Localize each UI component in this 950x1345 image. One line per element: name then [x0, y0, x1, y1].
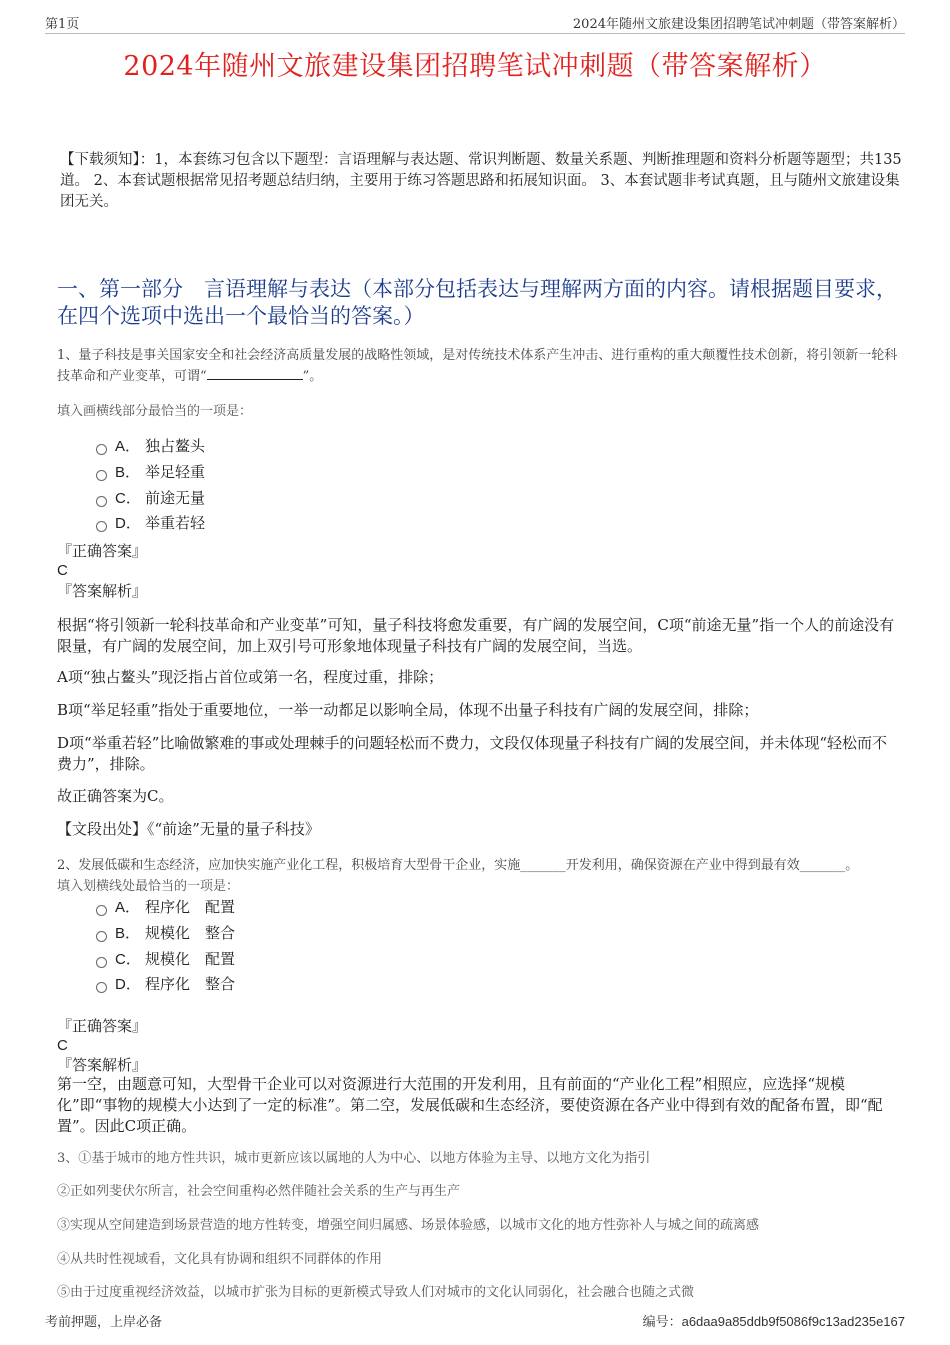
- q3-item: ④从共时性视域看，文化具有协调和组织不同群体的作用: [57, 1252, 383, 1267]
- radio-icon[interactable]: [96, 470, 107, 481]
- option-key: A．: [115, 438, 141, 455]
- footer-slogan: 考前押题，上岸必备: [45, 1315, 163, 1330]
- option-key: D．: [115, 976, 141, 993]
- q1-option-c[interactable]: [96, 488, 205, 508]
- option-key: C．: [115, 490, 141, 507]
- q1-analysis-para: A项“独占鳌头”现泛指占首位或第一名，程度过重，排除；: [57, 668, 444, 686]
- page-header: [45, 13, 905, 34]
- option-text: 举重若轻: [145, 514, 206, 532]
- q2-option-a[interactable]: [96, 897, 235, 917]
- question-1-stem: [57, 345, 902, 387]
- q2-option-d[interactable]: [96, 974, 235, 994]
- q2-analysis-label: 『答案解析』: [57, 1056, 148, 1074]
- option-key: A．: [115, 899, 141, 916]
- q1-answer: C: [57, 562, 68, 579]
- option-text: 程序化 整合: [145, 975, 236, 993]
- section-heading: 一、第一部分 言语理解与表达（本部分包括表达与理解两方面的内容。请根据题目要求，在四个选项中选出一个最恰当的答案。）: [57, 277, 897, 328]
- q3-item: ②正如列斐伏尔所言，社会空间重构必然伴随社会关系的生产与再生产: [57, 1184, 461, 1199]
- q2-answer: C: [57, 1037, 68, 1054]
- q3-item: ③实现从空间建造到场景营造的地方性转变，增强空间归属感、场景体验感，以城市文化的地方性弥补人与城之间的疏离感: [57, 1218, 760, 1233]
- q1-option-a[interactable]: [96, 436, 205, 456]
- option-key: B．: [115, 464, 141, 481]
- q1-analysis-para: D项“举重若轻”比喻做繁难的事或处理棘手的问题轻松而不费力，文段仅体现量子科技有广阔的发展空间，并未体现“轻松而不费力”，排除。: [57, 734, 888, 773]
- radio-icon[interactable]: [96, 905, 107, 916]
- q1-analysis-para: B项“举足轻重”指处于重要地位，一举一动都足以影响全局，体现不出量子科技有广阔的发展空间，排除；: [57, 701, 759, 719]
- document-title: 2024年随州文旅建设集团招聘笔试冲刺题（带答案解析）: [123, 51, 827, 82]
- q2-option-b[interactable]: [96, 923, 235, 943]
- q1-analysis-label: 『答案解析』: [57, 582, 148, 600]
- option-text: 规模化 整合: [145, 924, 236, 942]
- question-1-stem-end: ”。: [302, 369, 323, 384]
- radio-icon[interactable]: [96, 982, 107, 993]
- q1-analysis-para: 根据“将引领新一轮科技革命和产业变革”可知，量子科技将愈发重要，有广阔的发展空间，C项“前途无量”指一个人的前途没有限量，有广阔的发展空间，加上双引号可形象地体现量子科技有广阔的发展空间，当选。: [57, 616, 895, 655]
- radio-icon[interactable]: [96, 496, 107, 507]
- option-text: 前途无量: [145, 489, 206, 507]
- q1-option-b[interactable]: [96, 462, 205, 482]
- q1-analysis-para: 故正确答案为C。: [57, 787, 174, 805]
- option-key: C．: [115, 951, 141, 968]
- radio-icon[interactable]: [96, 931, 107, 942]
- q2-answer-label: 『正确答案』: [57, 1017, 148, 1035]
- download-notice: 【下载须知】：1，本套练习包含以下题型：言语理解与表达题、常识判断题、数量关系题、判断推理题和资料分析题等题型；共135道。 2、本套试题根据常见招考题总结归纳，主要用于练习答题思路和拓展知识面。 3、本套试题非考试真题，且与随州文旅建设集团无关。: [60, 152, 902, 210]
- option-text: 举足轻重: [145, 463, 206, 481]
- q3-item: ⑤由于过度重视经济效益，以城市扩张为目标的更新模式导致人们对城市的文化认同弱化，社会融合也随之式微: [57, 1285, 695, 1300]
- question-1-prompt: 填入画横线部分最恰当的一项是：: [57, 404, 253, 419]
- question-1-stem-text: 1、量子科技是事关国家安全和社会经济高质量发展的战略性领域，是对传统技术体系产生冲击、进行重构的重大颠覆性技术创新，将引领新一轮科技革命和产业变革，可谓“: [57, 348, 898, 384]
- question-2-stem: 2、发展低碳和生态经济，应加快实施产业化工程，积极培育大型骨干企业，实施_______开发利用，确保资源在产业中得到最有效_______。: [57, 858, 859, 873]
- header-doc-title: 2024年随州文旅建设集团招聘笔试冲刺题（带答案解析）: [572, 17, 905, 32]
- q1-option-d[interactable]: [96, 513, 205, 533]
- option-key: D．: [115, 515, 141, 532]
- radio-icon[interactable]: [96, 444, 107, 455]
- q2-analysis: 第一空，由题意可知，大型骨干企业可以对资源进行大范围的开发利用，且有前面的“产业化工程”相照应，应选择“规模化”即“事物的规模大小达到了一定的标准”。第二空，发展低碳和生态经济，要使资源在各产业中得到有效的配备布置，即“配置”。因此C项正确。: [57, 1075, 883, 1135]
- q1-answer-label: 『正确答案』: [57, 542, 148, 560]
- option-text: 规模化 配置: [145, 950, 236, 968]
- answer-blank: [207, 367, 303, 380]
- q2-option-c[interactable]: [96, 949, 235, 969]
- option-text: 独占鳌头: [145, 437, 206, 455]
- q1-source: 【文段出处】《“前途”无量的量子科技》: [57, 820, 320, 838]
- question-2-prompt: 填入划横线处最恰当的一项是：: [57, 879, 240, 894]
- radio-icon[interactable]: [96, 521, 107, 532]
- q3-item: 3、①基于城市的地方性共识，城市更新应该以属地的人为中心、以地方体验为主导、以地方文化为指引: [57, 1151, 651, 1166]
- footer-doc-id: 编号：a6daa9a85ddb9f5086f9c13ad235e167: [642, 1314, 905, 1329]
- radio-icon[interactable]: [96, 957, 107, 968]
- option-text: 程序化 配置: [145, 898, 236, 916]
- page-number: 第1页: [45, 17, 80, 32]
- option-key: B．: [115, 925, 141, 942]
